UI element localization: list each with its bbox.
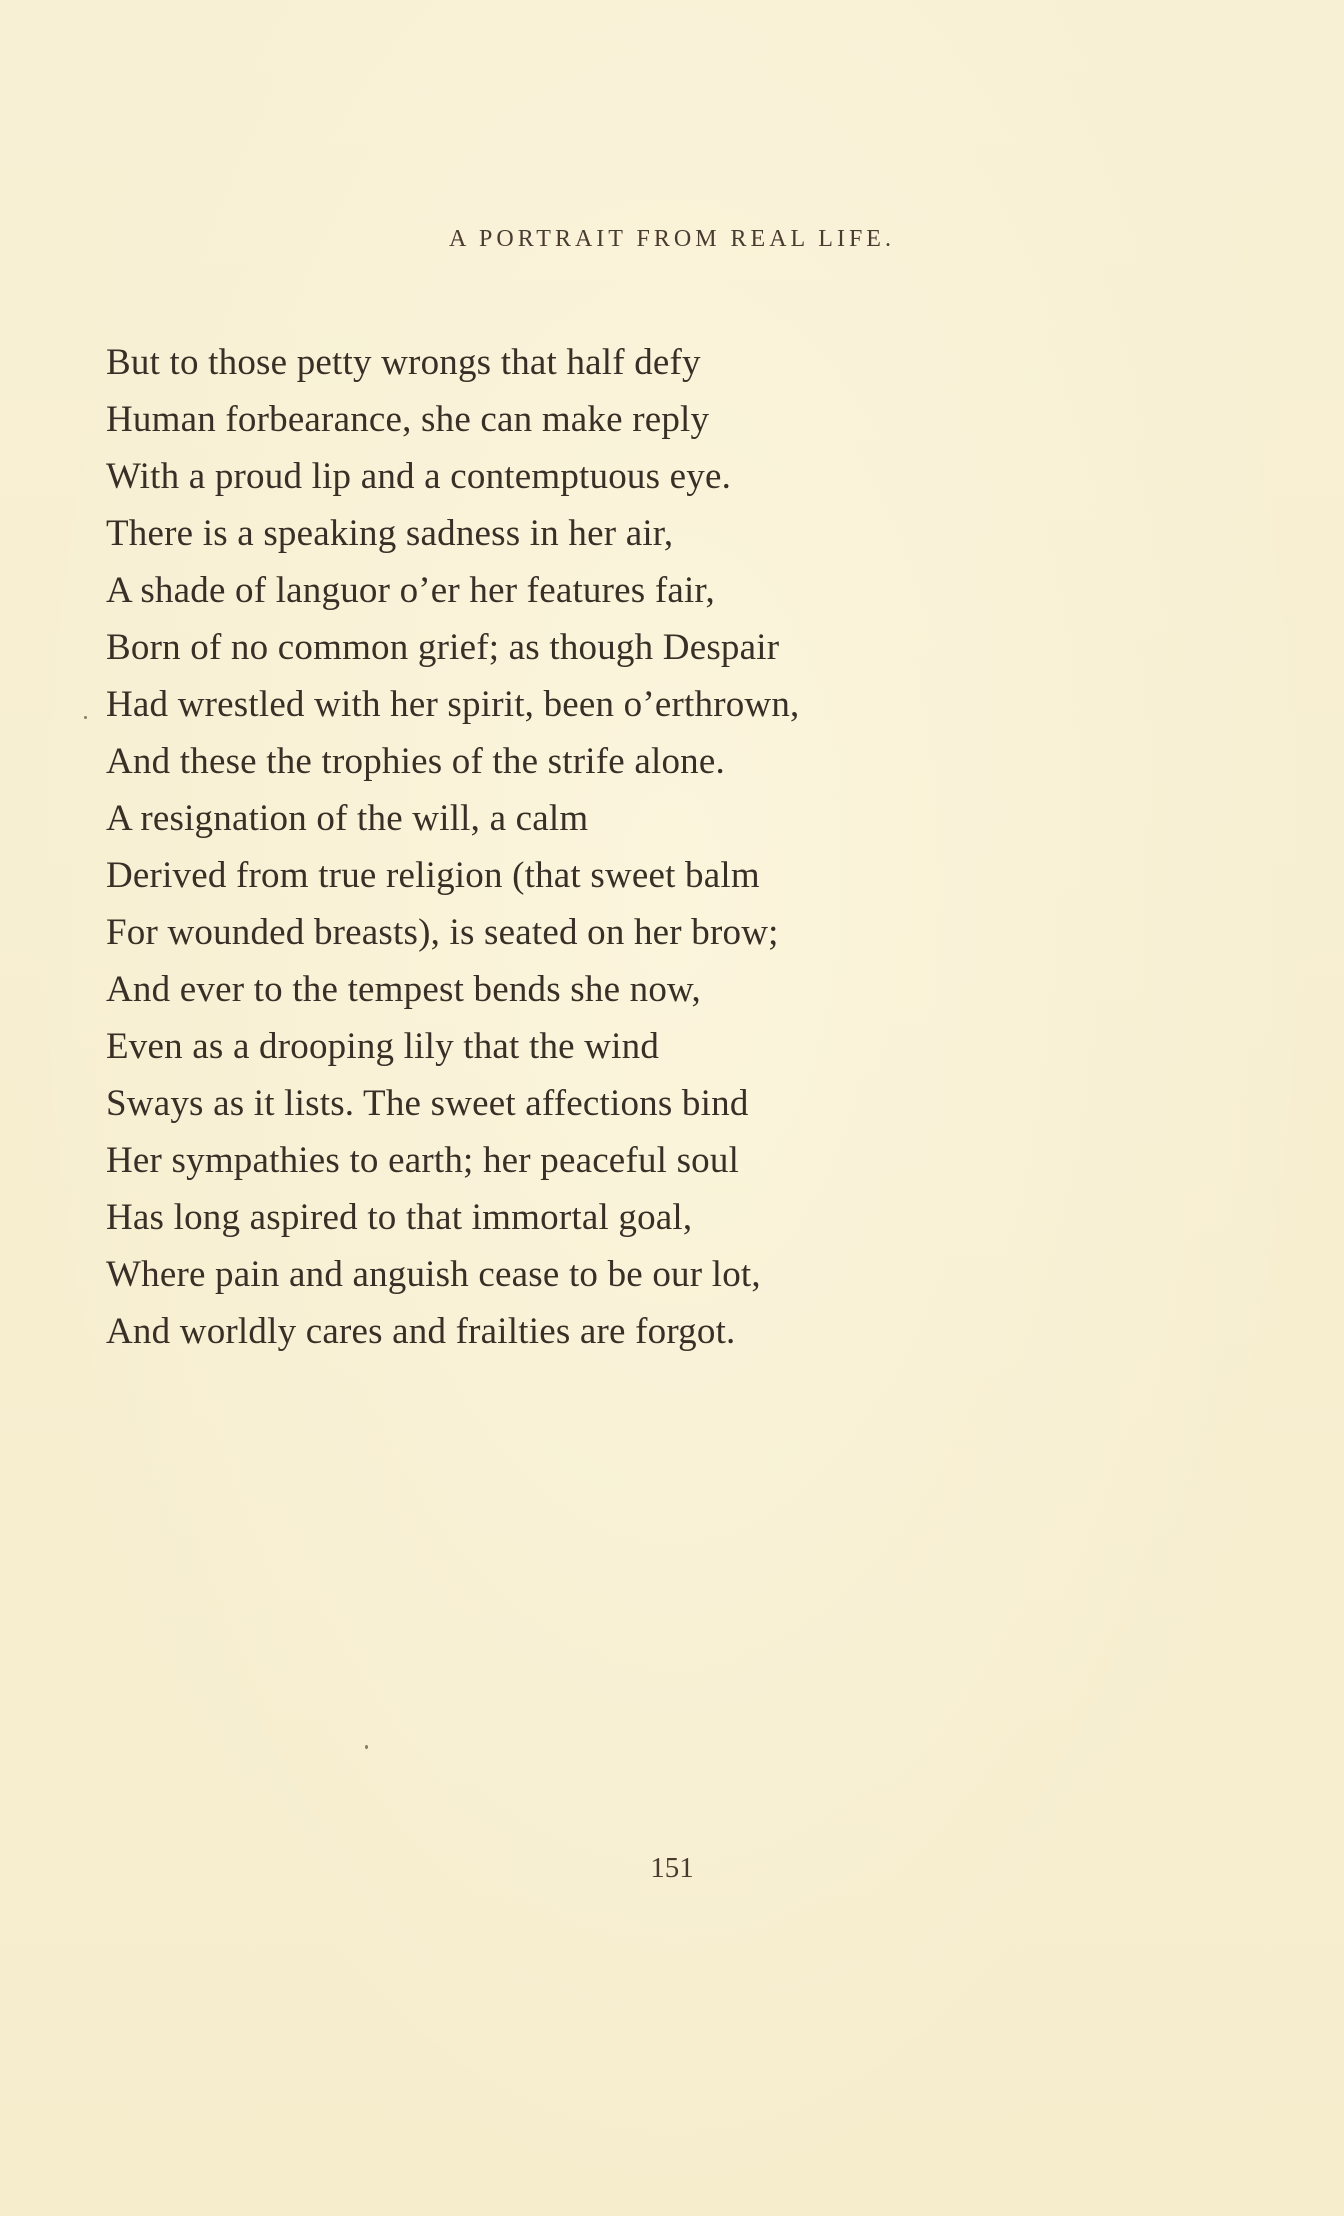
poem-line: A resignation of the will, a calm xyxy=(106,798,589,839)
page-number: 151 xyxy=(650,1852,694,1884)
poem-line: Where pain and anguish cease to be our lot, xyxy=(106,1254,761,1295)
poem-line: And ever to the tempest bends she now, xyxy=(106,969,702,1010)
poem-line: Derived from true religion (that sweet balm xyxy=(106,855,760,896)
poem-line: Had wrestled with her spirit, been o’erthrown, xyxy=(106,684,800,725)
poem-line: And these the trophies of the strife alone. xyxy=(106,741,725,782)
poem-text xyxy=(106,334,1256,1360)
poem-line: There is a speaking sadness in her air, xyxy=(106,513,674,554)
poem-line: Sways as it lists. The sweet affections bind xyxy=(106,1083,749,1124)
paper-speck xyxy=(84,716,87,719)
poem-line: But to those petty wrongs that half defy xyxy=(106,342,701,383)
poem-line: Born of no common grief; as though Despair xyxy=(106,627,780,668)
poem-line: Even as a drooping lily that the wind xyxy=(106,1026,660,1067)
poem-line: Has long aspired to that immortal goal, xyxy=(106,1197,693,1238)
poem-line: And worldly cares and frailties are forgot. xyxy=(106,1311,736,1352)
poem-line: A shade of languor o’er her features fair, xyxy=(106,570,715,611)
poem-line: Her sympathies to earth; her peaceful soul xyxy=(106,1140,740,1181)
running-head: A PORTRAIT FROM REAL LIFE. xyxy=(449,226,895,252)
poem-line: Human forbearance, she can make reply xyxy=(106,399,710,440)
paper-speck xyxy=(365,1745,368,1749)
poem-line: With a proud lip and a contemptuous eye. xyxy=(106,456,732,497)
poem-line: For wounded breasts), is seated on her brow; xyxy=(106,912,779,953)
